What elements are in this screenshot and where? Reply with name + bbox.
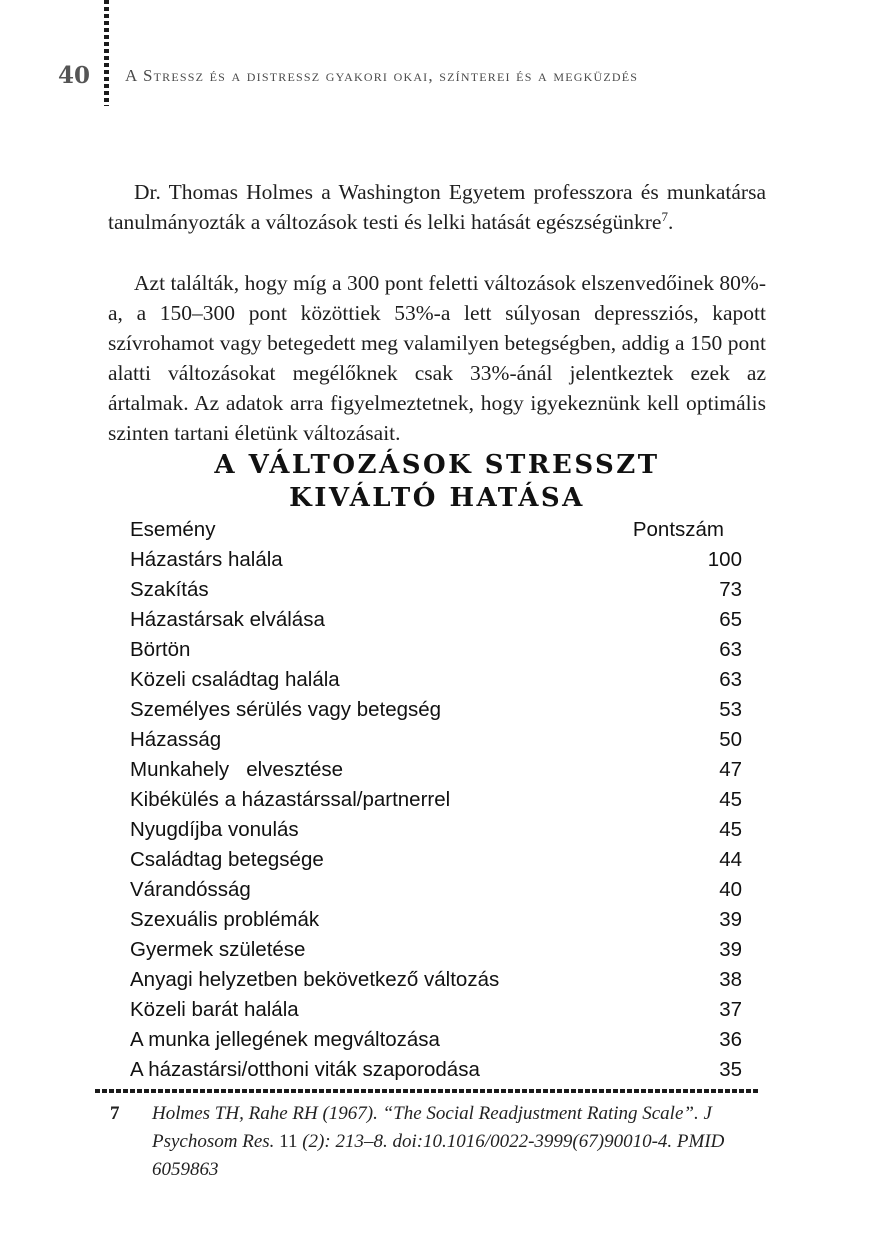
table-row <box>130 818 742 848</box>
table-row <box>130 728 742 758</box>
event-cell: Személyes sérülés vagy betegség <box>130 698 442 721</box>
table-header-row <box>130 518 742 548</box>
event-cell: Házasság <box>130 728 222 751</box>
event-cell: Börtön <box>130 638 191 661</box>
table-title <box>108 449 766 515</box>
footnote-text <box>152 1100 766 1184</box>
score-cell: 65 <box>719 608 742 631</box>
event-cell: Gyermek születése <box>130 938 306 961</box>
score-cell: 44 <box>719 848 742 871</box>
paragraph-1-text: Dr. Thomas Holmes a Washington Egyetem professzora és munkatársa tanulmányozták a változások testi és lelki hatását egészségünkre <box>108 179 766 234</box>
stress-rating-table <box>130 518 742 1088</box>
event-cell: Nyugdíjba vonulás <box>130 818 299 841</box>
score-cell: 39 <box>719 908 742 931</box>
event-cell: Anyagi helyzetben bekövetkező változás <box>130 968 500 991</box>
table-row <box>130 1028 742 1058</box>
table-row <box>130 548 742 578</box>
score-cell: 63 <box>719 638 742 661</box>
event-cell: Házastársak elválása <box>130 608 325 631</box>
table-row <box>130 758 742 788</box>
footnote-reference: 7 <box>661 208 668 224</box>
event-cell: Munkahely elvesztése <box>130 758 344 781</box>
score-cell: 38 <box>719 968 742 991</box>
score-cell: 100 <box>707 548 742 571</box>
event-cell: Házastárs halála <box>130 548 283 571</box>
score-cell: 63 <box>719 668 742 691</box>
table-row <box>130 578 742 608</box>
score-cell: 40 <box>719 878 742 901</box>
column-header-score: Pontszám <box>632 518 724 541</box>
table-row <box>130 698 742 728</box>
event-cell: Szakítás <box>130 578 209 601</box>
score-cell: 47 <box>719 758 742 781</box>
table-title-line-1: A VÁLTOZÁSOK STRESSZT <box>214 450 660 480</box>
table-row <box>130 938 742 968</box>
score-cell: 45 <box>719 818 742 841</box>
table-row <box>130 608 742 638</box>
paragraph-2: Azt találták, hogy míg a 300 pont feletti változások elszenvedőinek 80%-a, a 150–300 pont közöttiek 53%-a lett súlyosan depressziós, kapott szívrohamot vagy betegedett meg valamilyen betegségben, addig a 150 pont alatti változásokat megélőknek csak 33%-ánál jelentkeztek ezek az ártalmak. Az adatok arra figyelmeztetnek, hogy igyekeznünk kell optimális szinten tartani életünk változásait. <box>108 270 766 445</box>
table-row <box>130 1058 742 1088</box>
table-row <box>130 638 742 668</box>
paragraph-1 <box>108 177 766 237</box>
table-body <box>130 548 742 1088</box>
score-cell: 36 <box>719 1028 742 1051</box>
event-cell: Szexuális problémák <box>130 908 320 931</box>
score-cell: 37 <box>719 998 742 1021</box>
event-cell: Közeli barát halála <box>130 998 299 1021</box>
footnote-volume: 11 <box>279 1131 298 1152</box>
event-cell: Várandósság <box>130 878 251 901</box>
footnote <box>110 1100 766 1184</box>
event-cell: Családtag betegsége <box>130 848 324 871</box>
score-cell: 50 <box>719 728 742 751</box>
table-row <box>130 668 742 698</box>
score-cell: 45 <box>719 788 742 811</box>
table-row <box>130 908 742 938</box>
table-row <box>130 788 742 818</box>
footnote-citation-italic-1: Holmes TH, Rahe RH (1967). “The Social Readjustment Rating Scale”. J Psychosom Res. <box>152 1103 712 1152</box>
column-header-event: Esemény <box>130 518 216 541</box>
footnote-number: 7 <box>110 1103 120 1124</box>
table-row <box>130 878 742 908</box>
event-cell: Közeli családtag halála <box>130 668 340 691</box>
event-cell: A munka jellegének megváltozása <box>130 1028 440 1051</box>
event-cell: A házastársi/otthoni viták szaporodása <box>130 1058 480 1081</box>
paragraph-1-period: . <box>667 209 674 234</box>
score-cell: 39 <box>719 938 742 961</box>
header-dotted-divider <box>104 0 109 106</box>
score-cell: 53 <box>719 698 742 721</box>
table-row <box>130 998 742 1028</box>
footnote-dotted-divider <box>95 1089 758 1093</box>
running-header: A Stressz és a distressz gyakori okai, színterei és a megküzdés <box>125 66 639 85</box>
page-number: 40 <box>58 62 91 89</box>
table-row <box>130 968 742 998</box>
event-cell: Kibékülés a házastárssal/partnerrel <box>130 788 451 811</box>
score-cell: 73 <box>719 578 742 601</box>
score-cell: 35 <box>719 1058 742 1081</box>
table-title-line-2: KIVÁLTÓ HATÁSA <box>289 483 585 513</box>
footnote-citation-italic-2: (2): 213–8. doi:10.1016/0022-3999(67)90010-4. PMID 6059863 <box>152 1131 725 1180</box>
table-row <box>130 848 742 878</box>
